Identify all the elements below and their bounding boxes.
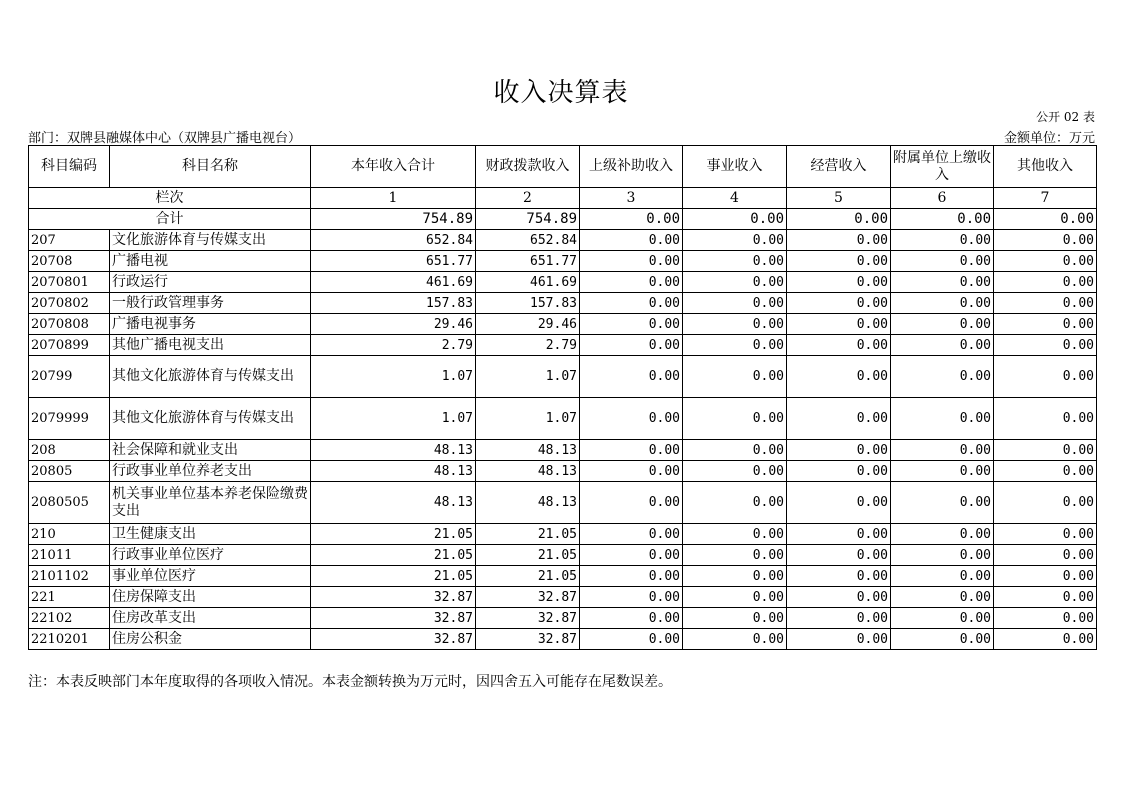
amount-cell: 21.05 <box>476 566 580 587</box>
amount-cell: 0.00 <box>683 230 787 251</box>
amount-cell: 0.00 <box>683 314 787 335</box>
amount-cell: 0.00 <box>683 524 787 545</box>
amount-cell: 48.13 <box>476 440 580 461</box>
subject-name: 行政事业单位养老支出 <box>110 461 311 482</box>
total-value: 0.00 <box>683 209 787 230</box>
header-fiscal: 财政拨款收入 <box>476 146 580 188</box>
amount-cell: 21.05 <box>311 524 476 545</box>
amount-cell: 21.05 <box>476 545 580 566</box>
amount-cell: 461.69 <box>311 272 476 293</box>
amount-cell: 0.00 <box>994 293 1097 314</box>
column-number: 7 <box>994 188 1097 209</box>
table-row <box>29 566 1097 587</box>
amount-cell: 0.00 <box>580 314 683 335</box>
amount-cell: 21.05 <box>311 545 476 566</box>
amount-cell: 652.84 <box>476 230 580 251</box>
amount-cell: 32.87 <box>311 629 476 650</box>
amount-cell: 0.00 <box>994 608 1097 629</box>
amount-cell: 48.13 <box>311 461 476 482</box>
amount-cell: 0.00 <box>994 230 1097 251</box>
amount-cell: 0.00 <box>683 251 787 272</box>
table-row <box>29 356 1097 398</box>
amount-cell: 0.00 <box>787 524 891 545</box>
amount-cell: 652.84 <box>311 230 476 251</box>
amount-cell: 0.00 <box>891 314 994 335</box>
subject-code: 2070808 <box>29 314 110 335</box>
amount-cell: 0.00 <box>891 482 994 524</box>
subject-code: 2070801 <box>29 272 110 293</box>
table-row <box>29 482 1097 524</box>
subject-code: 20799 <box>29 356 110 398</box>
amount-cell: 0.00 <box>580 461 683 482</box>
amount-cell: 0.00 <box>787 251 891 272</box>
header-code: 科目编码 <box>29 146 110 188</box>
table-row <box>29 629 1097 650</box>
amount-cell: 29.46 <box>476 314 580 335</box>
amount-cell: 0.00 <box>683 272 787 293</box>
amount-cell: 0.00 <box>891 293 994 314</box>
amount-cell: 0.00 <box>580 482 683 524</box>
amount-cell: 0.00 <box>580 545 683 566</box>
amount-cell: 0.00 <box>787 629 891 650</box>
subject-name: 住房公积金 <box>110 629 311 650</box>
total-value: 754.89 <box>311 209 476 230</box>
subject-name: 行政事业单位医疗 <box>110 545 311 566</box>
amount-cell: 0.00 <box>891 629 994 650</box>
amount-cell: 32.87 <box>476 587 580 608</box>
amount-cell: 0.00 <box>787 398 891 440</box>
subject-code: 2101102 <box>29 566 110 587</box>
table-row <box>29 272 1097 293</box>
amount-cell: 32.87 <box>476 629 580 650</box>
table-row <box>29 440 1097 461</box>
amount-cell: 2.79 <box>476 335 580 356</box>
amount-cell: 0.00 <box>891 461 994 482</box>
amount-cell: 1.07 <box>311 398 476 440</box>
amount-cell: 0.00 <box>994 629 1097 650</box>
amount-cell: 0.00 <box>891 524 994 545</box>
amount-cell: 0.00 <box>787 440 891 461</box>
subject-code: 20805 <box>29 461 110 482</box>
subject-code: 208 <box>29 440 110 461</box>
amount-cell: 0.00 <box>787 293 891 314</box>
amount-cell: 0.00 <box>994 461 1097 482</box>
amount-cell: 1.07 <box>476 356 580 398</box>
subject-code: 2070899 <box>29 335 110 356</box>
table-row <box>29 608 1097 629</box>
table-row <box>29 251 1097 272</box>
amount-cell: 0.00 <box>683 461 787 482</box>
amount-cell: 157.83 <box>476 293 580 314</box>
subject-code: 221 <box>29 587 110 608</box>
amount-cell: 0.00 <box>787 461 891 482</box>
subject-name: 社会保障和就业支出 <box>110 440 311 461</box>
subject-code: 210 <box>29 524 110 545</box>
amount-cell: 0.00 <box>683 587 787 608</box>
amount-cell: 0.00 <box>994 545 1097 566</box>
amount-cell: 0.00 <box>580 272 683 293</box>
amount-cell: 0.00 <box>787 566 891 587</box>
column-number-label: 栏次 <box>29 188 311 209</box>
amount-cell: 0.00 <box>580 608 683 629</box>
income-table <box>28 145 1097 650</box>
table-row <box>29 587 1097 608</box>
amount-cell: 0.00 <box>891 566 994 587</box>
amount-cell: 32.87 <box>311 608 476 629</box>
amount-cell: 0.00 <box>580 440 683 461</box>
amount-cell: 461.69 <box>476 272 580 293</box>
column-number: 6 <box>891 188 994 209</box>
amount-cell: 48.13 <box>476 461 580 482</box>
header-affiliated: 附属单位上缴收入 <box>891 146 994 188</box>
table-row <box>29 293 1097 314</box>
subject-code: 22102 <box>29 608 110 629</box>
amount-cell: 157.83 <box>311 293 476 314</box>
subject-code: 2080505 <box>29 482 110 524</box>
amount-cell: 0.00 <box>994 314 1097 335</box>
header-other: 其他收入 <box>994 146 1097 188</box>
subject-code: 207 <box>29 230 110 251</box>
subject-name: 住房保障支出 <box>110 587 311 608</box>
subject-name: 文化旅游体育与传媒支出 <box>110 230 311 251</box>
subject-code: 2079999 <box>29 398 110 440</box>
amount-cell: 651.77 <box>311 251 476 272</box>
amount-cell: 0.00 <box>683 629 787 650</box>
amount-cell: 0.00 <box>994 398 1097 440</box>
amount-cell: 1.07 <box>476 398 580 440</box>
amount-cell: 0.00 <box>683 608 787 629</box>
header-business: 事业收入 <box>683 146 787 188</box>
amount-cell: 0.00 <box>787 314 891 335</box>
header-row <box>29 146 1097 188</box>
amount-cell: 0.00 <box>683 356 787 398</box>
amount-cell: 0.00 <box>994 335 1097 356</box>
amount-cell: 0.00 <box>994 566 1097 587</box>
report-title: 收入决算表 <box>493 78 629 108</box>
amount-cell: 0.00 <box>683 545 787 566</box>
amount-cell: 0.00 <box>787 608 891 629</box>
header-name: 科目名称 <box>110 146 311 188</box>
amount-cell: 0.00 <box>683 398 787 440</box>
amount-cell: 29.46 <box>311 314 476 335</box>
form-code: 公开 02 表 <box>1036 110 1095 124</box>
amount-cell: 0.00 <box>891 587 994 608</box>
total-value: 0.00 <box>994 209 1097 230</box>
amount-cell: 0.00 <box>891 608 994 629</box>
subject-name: 广播电视 <box>110 251 311 272</box>
subject-code: 20708 <box>29 251 110 272</box>
subject-name: 其他广播电视支出 <box>110 335 311 356</box>
footnote: 注：本表反映部门本年度取得的各项收入情况。本表金额转换为万元时，因四舍五入可能存在尾数误差。 <box>28 674 672 690</box>
amount-unit-label: 金额单位：万元 <box>1003 131 1095 146</box>
amount-cell: 0.00 <box>580 398 683 440</box>
column-number-row <box>29 188 1097 209</box>
amount-cell: 21.05 <box>311 566 476 587</box>
amount-cell: 0.00 <box>787 272 891 293</box>
column-number: 5 <box>787 188 891 209</box>
table-row <box>29 314 1097 335</box>
amount-cell: 0.00 <box>683 293 787 314</box>
subject-name: 行政运行 <box>110 272 311 293</box>
amount-cell: 0.00 <box>891 545 994 566</box>
amount-cell: 0.00 <box>891 335 994 356</box>
subject-code: 21011 <box>29 545 110 566</box>
amount-cell: 0.00 <box>580 230 683 251</box>
subject-name: 一般行政管理事务 <box>110 293 311 314</box>
amount-cell: 48.13 <box>311 482 476 524</box>
amount-cell: 0.00 <box>891 251 994 272</box>
amount-cell: 0.00 <box>683 440 787 461</box>
amount-cell: 0.00 <box>787 482 891 524</box>
amount-cell: 0.00 <box>994 440 1097 461</box>
amount-cell: 48.13 <box>476 482 580 524</box>
subject-name: 广播电视事务 <box>110 314 311 335</box>
table-row <box>29 524 1097 545</box>
column-number: 2 <box>476 188 580 209</box>
amount-cell: 0.00 <box>994 272 1097 293</box>
total-label: 合计 <box>29 209 311 230</box>
column-number: 4 <box>683 188 787 209</box>
column-number: 1 <box>311 188 476 209</box>
amount-cell: 0.00 <box>580 629 683 650</box>
total-value: 0.00 <box>891 209 994 230</box>
subject-code: 2070802 <box>29 293 110 314</box>
amount-cell: 0.00 <box>787 356 891 398</box>
amount-cell: 0.00 <box>787 230 891 251</box>
header-superior: 上级补助收入 <box>580 146 683 188</box>
total-value: 0.00 <box>580 209 683 230</box>
amount-cell: 1.07 <box>311 356 476 398</box>
subject-name: 其他文化旅游体育与传媒支出 <box>110 398 311 440</box>
total-row <box>29 209 1097 230</box>
amount-cell: 0.00 <box>683 482 787 524</box>
amount-cell: 0.00 <box>787 587 891 608</box>
header-total: 本年收入合计 <box>311 146 476 188</box>
amount-cell: 0.00 <box>580 587 683 608</box>
amount-cell: 0.00 <box>994 356 1097 398</box>
subject-name: 卫生健康支出 <box>110 524 311 545</box>
amount-cell: 651.77 <box>476 251 580 272</box>
amount-cell: 0.00 <box>683 566 787 587</box>
table-row <box>29 398 1097 440</box>
total-value: 0.00 <box>787 209 891 230</box>
subject-name: 事业单位医疗 <box>110 566 311 587</box>
header-operating: 经营收入 <box>787 146 891 188</box>
amount-cell: 2.79 <box>311 335 476 356</box>
subject-name: 其他文化旅游体育与传媒支出 <box>110 356 311 398</box>
amount-cell: 0.00 <box>580 293 683 314</box>
subject-code: 2210201 <box>29 629 110 650</box>
amount-cell: 0.00 <box>994 524 1097 545</box>
department-label: 部门：双牌县融媒体中心（双牌县广播电视台） <box>28 131 302 146</box>
table-row <box>29 230 1097 251</box>
amount-cell: 0.00 <box>994 482 1097 524</box>
amount-cell: 0.00 <box>787 335 891 356</box>
amount-cell: 0.00 <box>994 251 1097 272</box>
table-row <box>29 335 1097 356</box>
amount-cell: 0.00 <box>580 251 683 272</box>
amount-cell: 0.00 <box>994 587 1097 608</box>
amount-cell: 32.87 <box>311 587 476 608</box>
amount-cell: 0.00 <box>580 566 683 587</box>
column-number: 3 <box>580 188 683 209</box>
table-row <box>29 545 1097 566</box>
subject-name: 住房改革支出 <box>110 608 311 629</box>
amount-cell: 0.00 <box>891 356 994 398</box>
amount-cell: 21.05 <box>476 524 580 545</box>
amount-cell: 0.00 <box>683 335 787 356</box>
amount-cell: 0.00 <box>580 356 683 398</box>
total-value: 754.89 <box>476 209 580 230</box>
amount-cell: 32.87 <box>476 608 580 629</box>
amount-cell: 0.00 <box>891 272 994 293</box>
amount-cell: 0.00 <box>891 398 994 440</box>
table-row <box>29 461 1097 482</box>
amount-cell: 48.13 <box>311 440 476 461</box>
amount-cell: 0.00 <box>891 230 994 251</box>
amount-cell: 0.00 <box>787 545 891 566</box>
amount-cell: 0.00 <box>891 440 994 461</box>
subject-name: 机关事业单位基本养老保险缴费支出 <box>110 482 311 524</box>
amount-cell: 0.00 <box>580 524 683 545</box>
amount-cell: 0.00 <box>580 335 683 356</box>
